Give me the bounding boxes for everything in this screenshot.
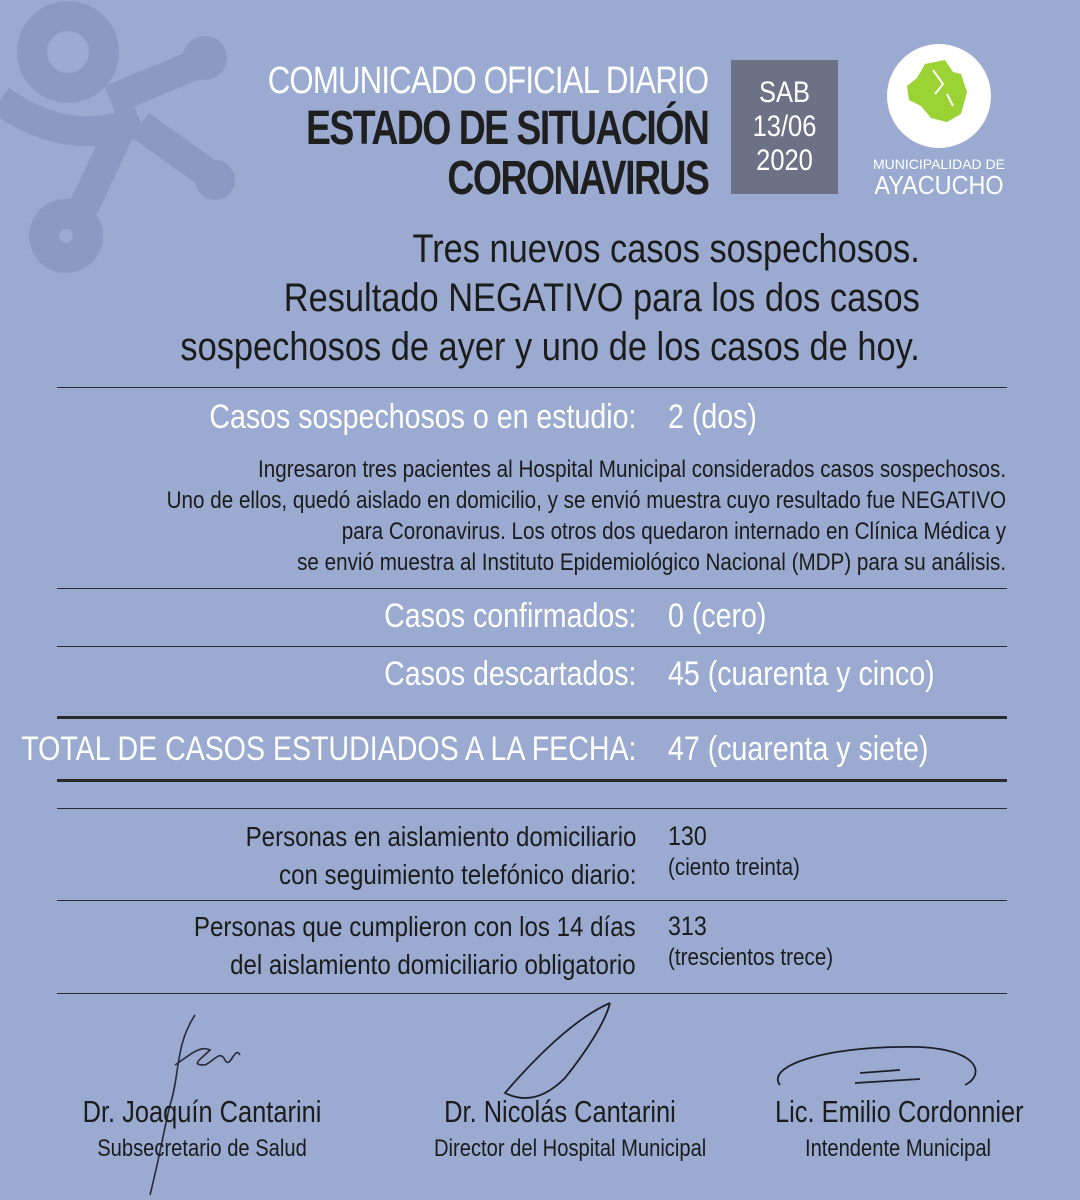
isolation-number: 130 [668, 821, 707, 851]
confirmed-value: 0 (cero) [668, 597, 767, 635]
date-year: 2020 [756, 144, 813, 177]
signature-role: Subsecretario de Salud [97, 1135, 307, 1162]
isolation-label-line: Personas en aislamiento domiciliario [245, 821, 636, 852]
headline-line: Resultado NEGATIVO para los dos casos [283, 276, 920, 320]
divider [57, 900, 1007, 901]
completed-value [668, 910, 860, 974]
suspected-label: Casos sospechosos o en estudio: [208, 398, 636, 436]
signature-role: Intendente Municipal [804, 1135, 992, 1162]
signature-block [748, 1092, 1048, 1166]
divider [57, 993, 1007, 994]
isolation-label-line: con seguimiento telefónico diario: [278, 859, 636, 890]
discarded-label: Casos descartados: [383, 655, 636, 693]
description-line: se envió muestra al Instituto Epidemiológico Nacional (MDP) para su análisis. [297, 549, 1006, 576]
suspected-value: 2 (dos) [668, 398, 757, 436]
description-line: para Coronavirus. Los otros dos quedaron internado en Clínica Médica y [341, 518, 1006, 545]
signature-name: Dr. Nicolás Cantarini [444, 1094, 676, 1129]
signature-name: Dr. Joaquín Cantarini [82, 1094, 322, 1129]
logo-text-ayacucho: AYACUCHO [874, 170, 1004, 200]
map-icon [887, 44, 991, 148]
headline-line: sospechosos de ayer y uno de los casos de hoy. [180, 325, 920, 369]
total-value: 47 (cuarenta y siete) [668, 730, 929, 768]
logo-circle [887, 44, 991, 148]
date-date: 13/06 [752, 110, 817, 143]
discarded-value: 45 (cuarenta y cinco) [668, 655, 935, 693]
signature-block [52, 1092, 352, 1166]
total-label: TOTAL DE CASOS ESTUDIADOS A LA FECHA: [20, 730, 636, 768]
municipality-logo [858, 44, 1020, 198]
divider [57, 588, 1007, 589]
completed-label [122, 908, 636, 984]
header-title: ESTADO DE SITUACIÓN [305, 102, 708, 155]
completed-label-line: del aislamiento domiciliario obligatorio [230, 949, 636, 980]
divider [57, 387, 1007, 388]
signature-block [410, 1092, 710, 1166]
description-line: Ingresaron tres pacientes al Hospital Municipal considerados casos sospechosos. [257, 456, 1006, 483]
headline [60, 225, 920, 372]
confirmed-label: Casos confirmados: [383, 597, 636, 635]
divider-thick [57, 716, 1007, 719]
description-line: Uno de ellos, quedó aislado en domicilio, y se envió muestra cuyo resultado fue NEGATIVO [166, 487, 1006, 514]
isolation-label [182, 818, 636, 894]
isolation-words: (ciento treinta) [668, 854, 800, 881]
date-badge [731, 60, 838, 194]
isolation-value [668, 820, 821, 884]
suspected-description [30, 454, 1006, 578]
signature-role: Director del Hospital Municipal [434, 1135, 707, 1162]
signature-name: Lic. Emilio Cordonnier [775, 1094, 1024, 1129]
divider-thick [57, 779, 1007, 782]
divider [57, 808, 1007, 809]
completed-label-line: Personas que cumplieron con los 14 días [194, 911, 636, 942]
completed-words: (trescientos trece) [668, 944, 834, 971]
signature-scribble-3 [770, 1035, 985, 1100]
divider [57, 646, 1007, 647]
completed-number: 313 [668, 911, 707, 941]
headline-line: Tres nuevos casos sospechosos. [412, 227, 920, 271]
header-subtitle: COMUNICADO OFICIAL DIARIO [267, 60, 708, 102]
header-title-2: CORONAVIRUS [447, 152, 708, 205]
date-day: SAB [758, 76, 811, 109]
header-title-block [171, 58, 708, 204]
logo-text-municipalidad: MUNICIPALIDAD DE [873, 156, 1005, 172]
